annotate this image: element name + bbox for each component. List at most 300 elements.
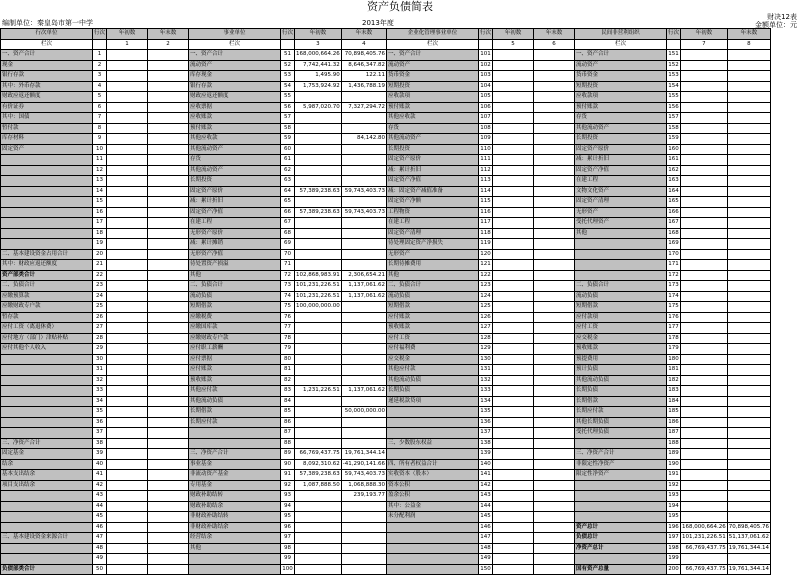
item-label-cell[interactable] xyxy=(387,543,479,554)
line-number-cell[interactable]: 127 xyxy=(479,323,493,334)
amount-cell[interactable] xyxy=(148,71,189,82)
item-label-cell[interactable]: 应付票据 xyxy=(189,354,281,365)
amount-cell[interactable] xyxy=(341,365,386,376)
line-number-cell[interactable]: 199 xyxy=(667,554,681,565)
line-number-cell[interactable]: 109 xyxy=(479,134,493,145)
line-number-cell[interactable]: 124 xyxy=(479,291,493,302)
item-label-cell[interactable]: 三、净资产合计 xyxy=(575,449,667,460)
line-number-cell[interactable]: 132 xyxy=(479,375,493,386)
item-label-cell[interactable]: 长期负债 xyxy=(387,386,479,397)
item-label-cell[interactable]: 文物文化资产 xyxy=(575,186,667,197)
amount-cell[interactable] xyxy=(493,92,534,103)
amount-cell[interactable] xyxy=(493,365,534,376)
amount-cell[interactable] xyxy=(534,176,575,187)
item-label-cell[interactable]: 长期借款 xyxy=(189,407,281,418)
item-label-cell[interactable] xyxy=(189,554,281,565)
item-label-cell[interactable]: 应付福利费 xyxy=(387,344,479,355)
amount-cell[interactable] xyxy=(148,134,189,145)
amount-cell[interactable] xyxy=(107,249,148,260)
amount-cell[interactable] xyxy=(148,81,189,92)
amount-cell[interactable] xyxy=(727,333,770,344)
item-label-cell[interactable]: 一、资产合计 xyxy=(387,50,479,61)
item-label-cell[interactable] xyxy=(189,564,281,575)
amount-cell[interactable]: 101,231,226.51 xyxy=(295,291,342,302)
line-number-cell[interactable]: 34 xyxy=(93,396,107,407)
amount-cell[interactable] xyxy=(493,312,534,323)
amount-cell[interactable] xyxy=(727,459,770,470)
amount-cell[interactable] xyxy=(727,491,770,502)
amount-cell[interactable] xyxy=(681,449,728,460)
amount-cell[interactable] xyxy=(534,501,575,512)
line-number-cell[interactable]: 193 xyxy=(667,491,681,502)
amount-cell[interactable] xyxy=(534,92,575,103)
item-label-cell[interactable]: 固定资产原价 xyxy=(189,186,281,197)
amount-cell[interactable] xyxy=(727,260,770,271)
amount-cell[interactable]: 19,761,344.14 xyxy=(341,449,386,460)
amount-cell[interactable] xyxy=(534,323,575,334)
amount-cell[interactable] xyxy=(148,60,189,71)
item-label-cell[interactable] xyxy=(1,155,93,166)
amount-cell[interactable] xyxy=(493,239,534,250)
amount-cell[interactable] xyxy=(534,428,575,439)
amount-cell[interactable] xyxy=(727,470,770,481)
header-cell[interactable]: 年末数 xyxy=(148,29,189,40)
amount-cell[interactable] xyxy=(534,165,575,176)
item-label-cell[interactable]: 预付账款 xyxy=(189,123,281,134)
amount-cell[interactable] xyxy=(148,270,189,281)
amount-cell[interactable] xyxy=(107,522,148,533)
line-number-cell[interactable]: 71 xyxy=(281,260,295,271)
amount-cell[interactable] xyxy=(534,312,575,323)
amount-cell[interactable]: 239,193.77 xyxy=(341,491,386,502)
line-number-cell[interactable]: 97 xyxy=(281,533,295,544)
line-number-cell[interactable]: 135 xyxy=(479,407,493,418)
amount-cell[interactable] xyxy=(148,470,189,481)
item-label-cell[interactable]: 一、资产合计 xyxy=(575,50,667,61)
item-label-cell[interactable] xyxy=(1,239,93,250)
header-cell[interactable]: 5 xyxy=(493,39,534,50)
item-label-cell[interactable]: 货币资金 xyxy=(575,71,667,82)
amount-cell[interactable] xyxy=(148,260,189,271)
line-number-cell[interactable]: 95 xyxy=(281,512,295,523)
line-number-cell[interactable]: 6 xyxy=(93,102,107,113)
amount-cell[interactable] xyxy=(493,543,534,554)
amount-cell[interactable] xyxy=(148,155,189,166)
header-cell[interactable]: 年初数 xyxy=(107,29,148,40)
item-label-cell[interactable]: 预提费用 xyxy=(575,354,667,365)
item-label-cell[interactable]: 应付其他个人收入 xyxy=(1,344,93,355)
item-label-cell[interactable]: 减：固定资产减值准备 xyxy=(387,186,479,197)
item-label-cell[interactable] xyxy=(575,239,667,250)
line-number-cell[interactable]: 12 xyxy=(93,165,107,176)
line-number-cell[interactable]: 156 xyxy=(667,102,681,113)
line-number-cell[interactable]: 140 xyxy=(479,459,493,470)
amount-cell[interactable] xyxy=(295,344,342,355)
amount-cell[interactable]: 100,000,000.00 xyxy=(295,302,342,313)
item-label-cell[interactable]: 净资产总计 xyxy=(575,543,667,554)
line-number-cell[interactable]: 52 xyxy=(281,60,295,71)
amount-cell[interactable]: 66,769,437.75 xyxy=(295,449,342,460)
header-cell[interactable]: 年初数 xyxy=(493,29,534,40)
item-label-cell[interactable]: 财政应返还额度 xyxy=(1,92,93,103)
item-label-cell[interactable]: 长期应付款 xyxy=(575,407,667,418)
amount-cell[interactable] xyxy=(107,260,148,271)
amount-cell[interactable] xyxy=(107,543,148,554)
item-label-cell[interactable]: 四、所有者权益合计 xyxy=(387,459,479,470)
line-number-cell[interactable]: 160 xyxy=(667,144,681,155)
header-cell[interactable]: 栏次 xyxy=(575,39,667,50)
header-cell[interactable] xyxy=(667,39,681,50)
amount-cell[interactable]: 1,068,888.30 xyxy=(341,480,386,491)
line-number-cell[interactable]: 65 xyxy=(281,197,295,208)
amount-cell[interactable] xyxy=(727,354,770,365)
line-number-cell[interactable]: 3 xyxy=(93,71,107,82)
item-label-cell[interactable]: 减：累计摊销 xyxy=(189,239,281,250)
item-label-cell[interactable]: 负债总计 xyxy=(575,533,667,544)
amount-cell[interactable]: 1,753,924.92 xyxy=(295,81,342,92)
amount-cell[interactable] xyxy=(107,302,148,313)
amount-cell[interactable] xyxy=(681,228,728,239)
amount-cell[interactable] xyxy=(534,270,575,281)
item-label-cell[interactable]: 递延税款贷项 xyxy=(387,396,479,407)
amount-cell[interactable] xyxy=(727,438,770,449)
amount-cell[interactable] xyxy=(341,396,386,407)
amount-cell[interactable] xyxy=(107,144,148,155)
line-number-cell[interactable]: 146 xyxy=(479,522,493,533)
amount-cell[interactable] xyxy=(534,249,575,260)
line-number-cell[interactable]: 41 xyxy=(93,470,107,481)
item-label-cell[interactable] xyxy=(1,522,93,533)
amount-cell[interactable] xyxy=(493,533,534,544)
line-number-cell[interactable]: 119 xyxy=(479,239,493,250)
item-label-cell[interactable]: 预付账款 xyxy=(387,102,479,113)
line-number-cell[interactable]: 114 xyxy=(479,186,493,197)
item-label-cell[interactable]: 其他流动资产 xyxy=(575,123,667,134)
amount-cell[interactable] xyxy=(534,512,575,523)
line-number-cell[interactable]: 196 xyxy=(667,522,681,533)
item-label-cell[interactable]: 结余 xyxy=(1,459,93,470)
header-cell[interactable]: 事业单位 xyxy=(189,29,281,40)
item-label-cell[interactable]: 应付账款 xyxy=(189,365,281,376)
line-number-cell[interactable]: 159 xyxy=(667,134,681,145)
amount-cell[interactable] xyxy=(148,354,189,365)
amount-cell[interactable] xyxy=(534,197,575,208)
line-number-cell[interactable]: 108 xyxy=(479,123,493,134)
line-number-cell[interactable]: 26 xyxy=(93,312,107,323)
amount-cell[interactable]: 1,087,888.50 xyxy=(295,480,342,491)
item-label-cell[interactable]: 其他应付款 xyxy=(387,365,479,376)
line-number-cell[interactable]: 28 xyxy=(93,333,107,344)
line-number-cell[interactable]: 164 xyxy=(667,186,681,197)
item-label-cell[interactable]: 二、负债合计 xyxy=(387,281,479,292)
item-label-cell[interactable]: 其他流动资产 xyxy=(189,165,281,176)
item-label-cell[interactable]: 其他 xyxy=(189,270,281,281)
amount-cell[interactable] xyxy=(107,323,148,334)
line-number-cell[interactable]: 9 xyxy=(93,134,107,145)
line-number-cell[interactable]: 134 xyxy=(479,396,493,407)
line-number-cell[interactable]: 184 xyxy=(667,396,681,407)
amount-cell[interactable] xyxy=(534,365,575,376)
line-number-cell[interactable]: 198 xyxy=(667,543,681,554)
line-number-cell[interactable]: 118 xyxy=(479,228,493,239)
line-number-cell[interactable]: 141 xyxy=(479,470,493,481)
item-label-cell[interactable]: 其他流动资产 xyxy=(387,134,479,145)
amount-cell[interactable] xyxy=(341,312,386,323)
amount-cell[interactable] xyxy=(727,197,770,208)
amount-cell[interactable] xyxy=(681,176,728,187)
amount-cell[interactable] xyxy=(681,197,728,208)
item-label-cell[interactable]: 库存现金 xyxy=(189,71,281,82)
item-label-cell[interactable]: 待处置资产损溢 xyxy=(189,260,281,271)
amount-cell[interactable] xyxy=(341,302,386,313)
amount-cell[interactable] xyxy=(493,197,534,208)
amount-cell[interactable] xyxy=(534,302,575,313)
amount-cell[interactable] xyxy=(493,501,534,512)
item-label-cell[interactable]: 流动负债 xyxy=(387,291,479,302)
line-number-cell[interactable]: 57 xyxy=(281,113,295,124)
item-label-cell[interactable]: 短期投资 xyxy=(387,81,479,92)
amount-cell[interactable] xyxy=(341,428,386,439)
amount-cell[interactable] xyxy=(341,375,386,386)
amount-cell[interactable] xyxy=(295,92,342,103)
amount-cell[interactable] xyxy=(107,71,148,82)
item-label-cell[interactable]: 三、净资产合计 xyxy=(189,449,281,460)
line-number-cell[interactable]: 79 xyxy=(281,344,295,355)
item-label-cell[interactable] xyxy=(1,165,93,176)
item-label-cell[interactable]: 预付账款 xyxy=(575,102,667,113)
line-number-cell[interactable]: 153 xyxy=(667,71,681,82)
amount-cell[interactable] xyxy=(727,228,770,239)
amount-cell[interactable] xyxy=(107,386,148,397)
amount-cell[interactable] xyxy=(295,501,342,512)
amount-cell[interactable] xyxy=(534,260,575,271)
item-label-cell[interactable]: 固定资产净值 xyxy=(575,165,667,176)
header-cell[interactable]: 3 xyxy=(295,39,342,50)
header-cell[interactable]: 行次 xyxy=(479,29,493,40)
amount-cell[interactable] xyxy=(148,186,189,197)
amount-cell[interactable] xyxy=(148,218,189,229)
amount-cell[interactable]: 1,436,788.19 xyxy=(341,81,386,92)
amount-cell[interactable] xyxy=(727,480,770,491)
item-label-cell[interactable]: 其他 xyxy=(387,270,479,281)
amount-cell[interactable] xyxy=(295,417,342,428)
line-number-cell[interactable]: 149 xyxy=(479,554,493,565)
item-label-cell[interactable] xyxy=(1,375,93,386)
header-cell[interactable]: 年初数 xyxy=(295,29,342,40)
amount-cell[interactable] xyxy=(681,144,728,155)
amount-cell[interactable]: 8,646,347.82 xyxy=(341,60,386,71)
amount-cell[interactable] xyxy=(295,365,342,376)
item-label-cell[interactable]: 财政补助结转 xyxy=(189,491,281,502)
item-label-cell[interactable]: 长期投资 xyxy=(575,134,667,145)
item-label-cell[interactable]: 在建工程 xyxy=(189,218,281,229)
line-number-cell[interactable]: 130 xyxy=(479,354,493,365)
item-label-cell[interactable]: 盈余公积 xyxy=(387,491,479,502)
line-number-cell[interactable]: 148 xyxy=(479,543,493,554)
line-number-cell[interactable]: 144 xyxy=(479,501,493,512)
line-number-cell[interactable]: 167 xyxy=(667,218,681,229)
amount-cell[interactable] xyxy=(681,407,728,418)
line-number-cell[interactable]: 25 xyxy=(93,302,107,313)
line-number-cell[interactable]: 89 xyxy=(281,449,295,460)
header-cell[interactable]: 行次 xyxy=(667,29,681,40)
amount-cell[interactable] xyxy=(493,491,534,502)
item-label-cell[interactable]: 一、资产合计 xyxy=(1,50,93,61)
amount-cell[interactable] xyxy=(295,543,342,554)
header-cell[interactable] xyxy=(93,39,107,50)
line-number-cell[interactable]: 66 xyxy=(281,207,295,218)
line-number-cell[interactable]: 178 xyxy=(667,333,681,344)
amount-cell[interactable] xyxy=(534,207,575,218)
item-label-cell[interactable]: 其他流动负债 xyxy=(575,375,667,386)
item-label-cell[interactable]: 应交税金 xyxy=(575,333,667,344)
item-label-cell[interactable]: 减：累计折旧 xyxy=(387,165,479,176)
amount-cell[interactable] xyxy=(148,281,189,292)
amount-cell[interactable] xyxy=(295,155,342,166)
line-number-cell[interactable]: 49 xyxy=(93,554,107,565)
amount-cell[interactable] xyxy=(493,323,534,334)
header-cell[interactable]: 2 xyxy=(148,39,189,50)
item-label-cell[interactable]: 无形资产净值 xyxy=(189,249,281,260)
amount-cell[interactable] xyxy=(534,491,575,502)
item-label-cell[interactable] xyxy=(1,512,93,523)
amount-cell[interactable]: 1,137,061.62 xyxy=(341,386,386,397)
item-label-cell[interactable]: 流动资产 xyxy=(387,60,479,71)
amount-cell[interactable] xyxy=(107,407,148,418)
item-label-cell[interactable]: 国有资产总量 xyxy=(575,564,667,575)
item-label-cell[interactable]: 在建工程 xyxy=(387,218,479,229)
amount-cell[interactable] xyxy=(534,533,575,544)
amount-cell[interactable] xyxy=(681,113,728,124)
item-label-cell[interactable]: 二、负债合计 xyxy=(189,281,281,292)
amount-cell[interactable] xyxy=(341,522,386,533)
line-number-cell[interactable]: 173 xyxy=(667,281,681,292)
amount-cell[interactable] xyxy=(727,144,770,155)
amount-cell[interactable] xyxy=(727,60,770,71)
item-label-cell[interactable]: 其中：外币存款 xyxy=(1,81,93,92)
line-number-cell[interactable]: 111 xyxy=(479,155,493,166)
amount-cell[interactable] xyxy=(295,312,342,323)
item-label-cell[interactable]: 固定资产清理 xyxy=(575,197,667,208)
line-number-cell[interactable]: 82 xyxy=(281,375,295,386)
amount-cell[interactable] xyxy=(534,354,575,365)
item-label-cell[interactable]: 短期投资 xyxy=(575,81,667,92)
line-number-cell[interactable]: 174 xyxy=(667,291,681,302)
amount-cell[interactable] xyxy=(534,134,575,145)
line-number-cell[interactable]: 136 xyxy=(479,417,493,428)
amount-cell[interactable] xyxy=(727,239,770,250)
amount-cell[interactable] xyxy=(681,512,728,523)
item-label-cell[interactable]: 财政应返还额度 xyxy=(189,92,281,103)
amount-cell[interactable] xyxy=(681,375,728,386)
amount-cell[interactable] xyxy=(493,512,534,523)
amount-cell[interactable] xyxy=(341,197,386,208)
item-label-cell[interactable]: 其他长期负债 xyxy=(575,417,667,428)
line-number-cell[interactable]: 13 xyxy=(93,176,107,187)
amount-cell[interactable] xyxy=(681,71,728,82)
item-label-cell[interactable]: 银行存款 xyxy=(189,81,281,92)
item-label-cell[interactable]: 应付款项 xyxy=(575,312,667,323)
amount-cell[interactable] xyxy=(341,533,386,544)
line-number-cell[interactable]: 78 xyxy=(281,333,295,344)
amount-cell[interactable] xyxy=(493,281,534,292)
header-cell[interactable]: 企业化管理事业单位 xyxy=(387,29,479,40)
item-label-cell[interactable]: 其中：公益金 xyxy=(387,501,479,512)
line-number-cell[interactable]: 64 xyxy=(281,186,295,197)
amount-cell[interactable] xyxy=(148,50,189,61)
amount-cell[interactable] xyxy=(107,291,148,302)
amount-cell[interactable] xyxy=(534,333,575,344)
amount-cell[interactable] xyxy=(148,176,189,187)
item-label-cell[interactable]: 现金 xyxy=(1,60,93,71)
item-label-cell[interactable]: 工程物资 xyxy=(387,207,479,218)
amount-cell[interactable] xyxy=(148,249,189,260)
amount-cell[interactable] xyxy=(341,344,386,355)
amount-cell[interactable] xyxy=(727,312,770,323)
item-label-cell[interactable] xyxy=(575,260,667,271)
amount-cell[interactable] xyxy=(295,333,342,344)
item-label-cell[interactable] xyxy=(1,386,93,397)
line-number-cell[interactable]: 62 xyxy=(281,165,295,176)
item-label-cell[interactable] xyxy=(1,501,93,512)
amount-cell[interactable] xyxy=(341,512,386,523)
line-number-cell[interactable]: 116 xyxy=(479,207,493,218)
line-number-cell[interactable]: 200 xyxy=(667,564,681,575)
line-number-cell[interactable]: 189 xyxy=(667,449,681,460)
amount-cell[interactable] xyxy=(148,344,189,355)
item-label-cell[interactable] xyxy=(1,176,93,187)
line-number-cell[interactable]: 150 xyxy=(479,564,493,575)
line-number-cell[interactable]: 195 xyxy=(667,512,681,523)
amount-cell[interactable] xyxy=(534,522,575,533)
item-label-cell[interactable]: 其中：财政应返还额度 xyxy=(1,260,93,271)
line-number-cell[interactable]: 70 xyxy=(281,249,295,260)
item-label-cell[interactable]: 其中：国债 xyxy=(1,113,93,124)
amount-cell[interactable] xyxy=(341,543,386,554)
amount-cell[interactable]: 1,231,226.51 xyxy=(295,386,342,397)
amount-cell[interactable] xyxy=(493,134,534,145)
amount-cell[interactable] xyxy=(148,144,189,155)
amount-cell[interactable] xyxy=(341,176,386,187)
amount-cell[interactable] xyxy=(148,438,189,449)
amount-cell[interactable] xyxy=(148,543,189,554)
line-number-cell[interactable]: 121 xyxy=(479,260,493,271)
amount-cell[interactable] xyxy=(534,218,575,229)
item-label-cell[interactable]: 流动负债 xyxy=(189,291,281,302)
line-number-cell[interactable]: 142 xyxy=(479,480,493,491)
line-number-cell[interactable]: 152 xyxy=(667,60,681,71)
line-number-cell[interactable]: 103 xyxy=(479,71,493,82)
amount-cell[interactable] xyxy=(493,249,534,260)
amount-cell[interactable] xyxy=(493,333,534,344)
line-number-cell[interactable]: 183 xyxy=(667,386,681,397)
amount-cell[interactable] xyxy=(493,102,534,113)
amount-cell[interactable] xyxy=(107,281,148,292)
amount-cell[interactable] xyxy=(341,239,386,250)
line-number-cell[interactable]: 68 xyxy=(281,228,295,239)
header-cell[interactable]: 栏次 xyxy=(1,39,93,50)
amount-cell[interactable] xyxy=(681,102,728,113)
amount-cell[interactable] xyxy=(681,417,728,428)
amount-cell[interactable] xyxy=(148,480,189,491)
amount-cell[interactable] xyxy=(295,375,342,386)
item-label-cell[interactable]: 资本公积 xyxy=(387,480,479,491)
amount-cell[interactable] xyxy=(107,228,148,239)
item-label-cell[interactable]: 在建工程 xyxy=(575,176,667,187)
amount-cell[interactable] xyxy=(107,470,148,481)
line-number-cell[interactable]: 90 xyxy=(281,459,295,470)
line-number-cell[interactable]: 170 xyxy=(667,249,681,260)
